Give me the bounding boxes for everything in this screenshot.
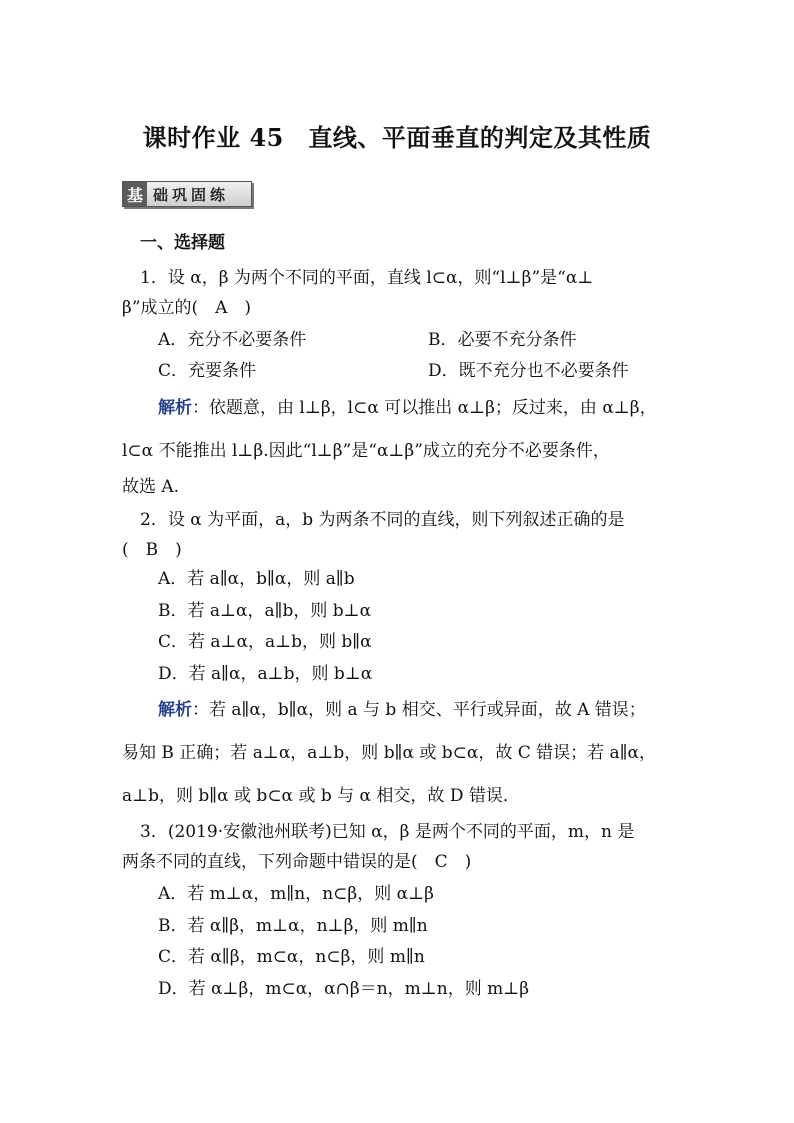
q1-analysis-line2: l⊂α 不能推出 l⊥β.因此“l⊥β”是“α⊥β”成立的充分不必要条件， xyxy=(122,441,610,461)
q1-analysis-line3: 故选 A. xyxy=(122,477,180,497)
section-heading: 一、选择题 xyxy=(140,233,225,253)
q2-analysis-line2: 易知 B 正确；若 a⊥α，a⊥b，则 b∥α 或 b⊂α，故 C 错误；若 a∥α， xyxy=(122,743,657,763)
q2-option-b: B．若 a⊥α，a∥b，则 b⊥α xyxy=(158,601,372,621)
q2-analysis-line3: a⊥b，则 b∥α 或 b⊂α 或 b 与 α 相交，故 D 错误． xyxy=(122,786,520,806)
q1-stem-line1: 1．设 α，β 为两个不同的平面，直线 l⊂α，则“l⊥β”是“α⊥ xyxy=(140,268,594,288)
q2-option-a: A．若 a∥α，b∥α，则 a∥b xyxy=(158,569,355,589)
badge-label: 础巩固练 xyxy=(153,185,230,204)
q1-option-c: C．充要条件 xyxy=(158,361,257,381)
q1-option-d: D．既不充分也不必要条件 xyxy=(428,361,629,381)
q2-option-c: C．若 a⊥α，a⊥b，则 b∥α xyxy=(158,632,372,652)
q3-option-c: C．若 α∥β，m⊂α，n⊂β，则 m∥n xyxy=(158,947,425,967)
page-title: 课时作业 45 直线、平面垂直的判定及其性质 xyxy=(142,123,652,152)
q2-analysis-line1 xyxy=(158,700,646,720)
q2-option-d: D．若 a∥α，a⊥b，则 b⊥α xyxy=(158,664,373,684)
q2-analysis-label: 解析 xyxy=(158,700,192,720)
q3-option-a: A．若 m⊥α，m∥n，n⊂β，则 α⊥β xyxy=(158,884,434,904)
q3-option-b: B．若 α∥β，m⊥α，n⊥β，则 m∥n xyxy=(158,916,428,936)
section-badge xyxy=(122,181,252,207)
q1-option-a: A．充分不必要条件 xyxy=(158,330,307,350)
q1-analysis-text1: ：依题意，由 l⊥β，l⊂α 可以推出 α⊥β；反过来，由 α⊥β， xyxy=(192,398,657,418)
q1-analysis-line1 xyxy=(158,398,657,418)
q1-option-b: B．必要不充分条件 xyxy=(428,330,577,350)
q3-stem-line2: 两条不同的直线，下列命题中错误的是( C ) xyxy=(122,852,472,872)
q2-analysis-text1: ：若 a∥α，b∥α，则 a 与 b 相交、平行或异面，故 A 错误； xyxy=(192,700,646,720)
q1-stem-line2: β”成立的( A ) xyxy=(122,298,252,318)
q3-stem-line1: 3．(2019·安徽池州联考)已知 α，β 是两个不同的平面，m，n 是 xyxy=(140,822,635,842)
q1-analysis-label: 解析 xyxy=(158,398,192,418)
q3-option-d: D．若 α⊥β，m⊂α，α∩β＝n，m⊥n，则 m⊥β xyxy=(158,979,530,999)
q2-stem-line2: ( B ) xyxy=(122,540,182,560)
badge-first-char: 基 xyxy=(123,182,147,206)
q2-stem-line1: 2．设 α 为平面，a，b 为两条不同的直线，则下列叙述正确的是 xyxy=(140,510,625,530)
